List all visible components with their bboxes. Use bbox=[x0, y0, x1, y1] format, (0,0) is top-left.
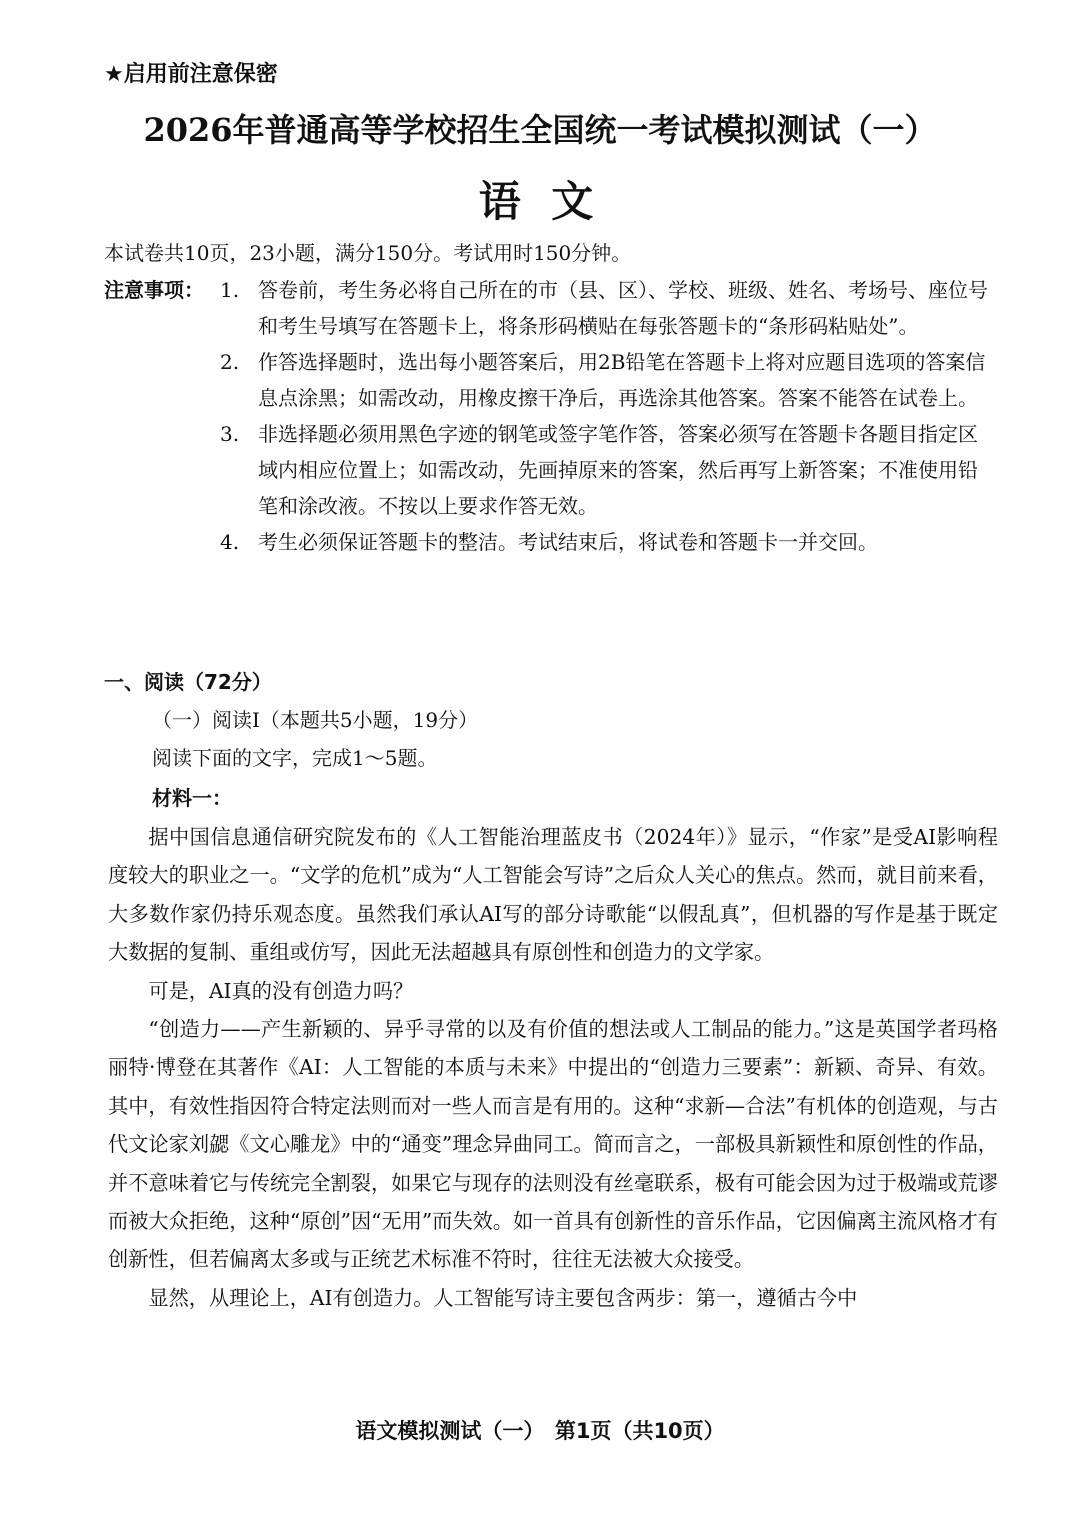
note-text: 非选择题必须用黑色字迹的钢笔或签字笔作答，答案必须写在答题卡各题目指定区域内相应位置上；如需改动，先画掉原来的答案，然后再写上新答案；不准使用铅笔和涂改液。不按以上要求作答无效。 bbox=[258, 422, 978, 518]
note-number: 3. bbox=[220, 422, 240, 446]
note-text: 考生必须保证答题卡的整洁。考试结束后，将试卷和答题卡一并交回。 bbox=[258, 530, 878, 554]
body-paragraph: 据中国信息通信研究院发布的《人工智能治理蓝皮书（2024年）》显示，“作家”是受AI影响程度较大的职业之一。“文学的危机”成为“人工智能会写诗”之后众人关心的焦点。然而，就目前来看，大多数作家仍持乐观态度。虽然我们承认AI写的部分诗歌能“以假乱真”，但机器的写作是基于既定大数据的复制、重组或仿写，因此无法超越具有原创性和创造力的文学家。 bbox=[108, 825, 998, 965]
note-item bbox=[220, 344, 994, 416]
subsection-heading: （一）阅读Ⅰ（本题共5小题，19分） bbox=[152, 708, 479, 732]
confidential-notice: ★启用前注意保密 bbox=[104, 62, 278, 87]
note-number: 4. bbox=[220, 530, 240, 554]
note-number: 1. bbox=[220, 278, 240, 302]
note-text: 作答选择题时，选出每小题答案后，用2B铅笔在答题卡上将对应题目选项的答案信息点涂黑；如需改动，用橡皮擦干净后，再选涂其他答案。答案不能答在试卷上。 bbox=[258, 350, 986, 410]
reading-instruction: 阅读下面的文字，完成1～5题。 bbox=[152, 746, 438, 770]
notes-label: 注意事项： bbox=[104, 278, 204, 302]
notes-block bbox=[104, 272, 994, 560]
note-item bbox=[220, 272, 994, 344]
body-paragraph: 显然，从理论上，AI有创造力。人工智能写诗主要包含两步：第一，遵循古今中 bbox=[148, 1285, 858, 1310]
note-item bbox=[220, 416, 994, 524]
material-label: 材料一： bbox=[152, 786, 232, 810]
page-footer: 语文模拟测试（一） 第1页（共10页） bbox=[355, 1419, 725, 1443]
exam-title: 2026年普通高等学校招生全国统一考试模拟测试（一） bbox=[143, 111, 937, 149]
note-text: 答卷前，考生务必将自己所在的市（县、区）、学校、班级、姓名、考场号、座位号和考生号填写在答题卡上，将条形码横贴在每张答题卡的“条形码粘贴处”。 bbox=[258, 278, 988, 338]
paper-info: 本试卷共10页，23小题，满分150分。考试用时150分钟。 bbox=[104, 241, 632, 265]
subject-title: 语 文 bbox=[478, 177, 602, 226]
section-heading: 一、阅读（72分） bbox=[104, 670, 272, 694]
material-body bbox=[108, 818, 998, 1317]
body-paragraph: 可是，AI真的没有创造力吗？ bbox=[148, 978, 414, 1003]
note-number: 2. bbox=[220, 350, 240, 374]
note-item bbox=[220, 524, 994, 560]
body-paragraph: “创造力——产生新颖的、异乎寻常的以及有价值的想法或人工制品的能力。”这是英国学者玛格丽特·博登在其著作《AI：人工智能的本质与未来》中提出的“创造力三要素”：新颖、奇异、有效。其中，有效性指因符合特定法则而对一些人而言是有用的。这种“求新—合法”有机体的创造观，与古代文论家刘勰《文心雕龙》中的“通变”理念异曲同工。简而言之，一部极具新颖性和原创性的作品，并不意味着它与传统完全割裂，如果它与现存的法则没有丝毫联系，极有可能会因为过于极端或荒谬而被大众拒绝，这种“原创”因“无用”而失效。如一首具有创新性的音乐作品，它因偏离主流风格才有创新性，但若偏离太多或与正统艺术标准不符时，往往无法被大众接受。 bbox=[108, 1017, 998, 1272]
